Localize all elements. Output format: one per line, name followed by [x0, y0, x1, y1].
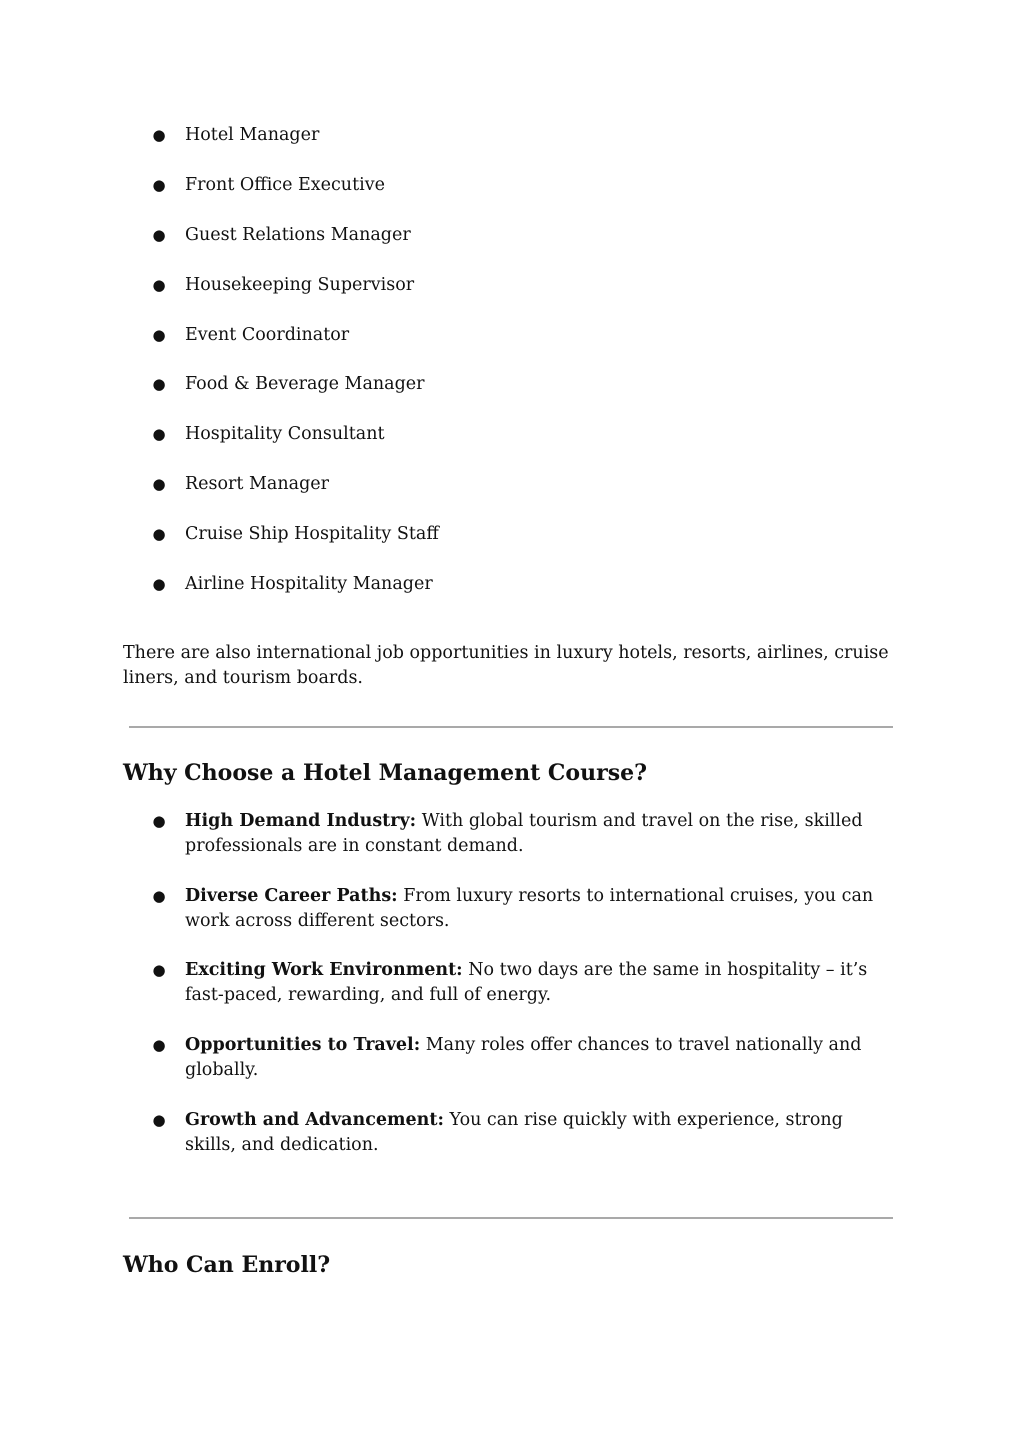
list-item: [0, 958, 1024, 1033]
list-item: [0, 569, 1024, 619]
benefit-text: [185, 1108, 890, 1158]
bullet-icon: ●: [152, 325, 166, 344]
benefit-description: No two days are the same in hospitality – it’s fast-paced, rewarding, and full of energy.: [185, 960, 868, 1006]
benefit-text: [185, 809, 890, 859]
career-role: Hospitality Consultant: [185, 424, 385, 445]
benefit-text: [185, 1033, 890, 1083]
benefit-title: Exciting Work Environment:: [185, 960, 463, 981]
list-item: [0, 519, 1024, 569]
bullet-icon: ●: [152, 812, 166, 830]
benefit-text: [185, 884, 890, 934]
list-item: [0, 1108, 1024, 1183]
bullet-icon: ●: [152, 275, 166, 294]
list-item: [0, 220, 1024, 270]
career-role: Resort Manager: [185, 474, 329, 495]
benefit-title: Diverse Career Paths:: [185, 885, 398, 906]
bullet-icon: ●: [152, 425, 166, 444]
bullet-icon: ●: [152, 886, 166, 905]
list-item: [0, 170, 1024, 220]
bullet-icon: ●: [152, 575, 166, 594]
bullet-icon: ●: [152, 1110, 166, 1129]
career-role: Guest Relations Manager: [185, 224, 411, 245]
career-role: Event Coordinator: [185, 324, 350, 345]
benefit-text: [185, 958, 890, 1008]
career-roles-list: [0, 120, 1024, 619]
benefit-title: Opportunities to Travel:: [185, 1035, 421, 1056]
list-item: [0, 369, 1024, 419]
who-can-enroll-heading: Who Can Enroll?: [123, 1252, 331, 1278]
bullet-icon: ●: [152, 225, 166, 244]
list-item: [0, 1033, 1024, 1108]
career-role: Front Office Executive: [185, 174, 385, 195]
bullet-icon: ●: [152, 525, 166, 544]
bullet-icon: ●: [152, 126, 166, 144]
section-divider: [129, 1217, 893, 1219]
list-item: [0, 120, 1024, 170]
bullet-icon: ●: [152, 175, 166, 194]
list-item: [0, 469, 1024, 519]
career-role: Hotel Manager: [185, 125, 320, 145]
benefit-description: You can rise quickly with experience, strong skills, and dedication.: [185, 1109, 843, 1155]
benefit-description: From luxury resorts to international cruises, you can work across different sectors.: [185, 885, 874, 931]
benefit-description: Many roles offer chances to travel nationally and globally.: [185, 1035, 862, 1081]
section-divider: [129, 726, 893, 728]
why-choose-heading: Why Choose a Hotel Management Course?: [123, 760, 647, 786]
benefit-description: With global tourism and travel on the rise, skilled professionals are in constant demand.: [185, 811, 863, 856]
international-opportunities-paragraph: There are also international job opportunities in luxury hotels, resorts, airlines, cruise liners, and tourism boards.: [123, 643, 889, 688]
benefit-title: Growth and Advancement:: [185, 1109, 444, 1130]
bullet-icon: ●: [152, 475, 166, 494]
list-item: [0, 320, 1024, 370]
list-item: [0, 884, 1024, 959]
benefits-list: [0, 809, 1024, 1182]
bullet-icon: ●: [152, 1036, 166, 1055]
career-role: Airline Hospitality Manager: [185, 574, 433, 595]
bullet-icon: ●: [152, 961, 166, 980]
career-role: Housekeeping Supervisor: [185, 274, 415, 295]
list-item: [0, 270, 1024, 320]
career-role: Food & Beverage Manager: [185, 374, 425, 395]
career-role: Cruise Ship Hospitality Staff: [185, 524, 439, 545]
bullet-icon: ●: [152, 375, 166, 394]
list-item: [0, 809, 1024, 884]
benefit-title: High Demand Industry:: [185, 811, 417, 831]
list-item: [0, 419, 1024, 469]
